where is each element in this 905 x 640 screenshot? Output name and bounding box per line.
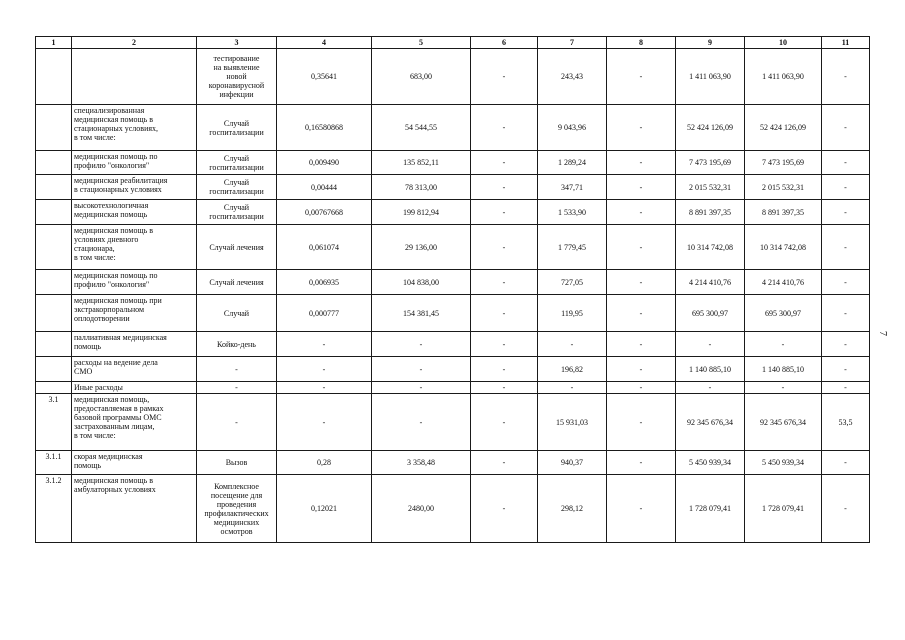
unit-cell: Случай лечения: [197, 270, 277, 295]
value-cell: 0,006935: [277, 270, 372, 295]
value-cell: 154 381,45: [372, 295, 471, 332]
indicator-name-cell: медицинская помощь по профилю "онкология": [72, 151, 197, 175]
indicator-name-cell: Иные расходы: [72, 382, 197, 394]
table-row: [36, 394, 870, 451]
column-header: 4: [277, 37, 372, 49]
row-number-cell: [36, 357, 72, 382]
value-cell: -: [471, 382, 538, 394]
value-cell: 1 411 063,90: [676, 49, 745, 105]
value-cell: -: [607, 175, 676, 200]
value-cell: 196,82: [538, 357, 607, 382]
value-cell: 1 533,90: [538, 200, 607, 225]
table-row: [36, 357, 870, 382]
table-row: [36, 105, 870, 151]
value-cell: -: [471, 49, 538, 105]
value-cell: -: [471, 105, 538, 151]
unit-cell: Случай госпитализации: [197, 151, 277, 175]
row-number-cell: [36, 200, 72, 225]
value-cell: -: [822, 225, 870, 270]
indicator-name-cell: высокотехнологичная медицинская помощь: [72, 200, 197, 225]
value-cell: -: [822, 105, 870, 151]
unit-cell: -: [197, 357, 277, 382]
value-cell: -: [277, 357, 372, 382]
table-row: [36, 175, 870, 200]
value-cell: -: [822, 295, 870, 332]
value-cell: -: [471, 332, 538, 357]
value-cell: 8 891 397,35: [676, 200, 745, 225]
value-cell: -: [822, 357, 870, 382]
indicator-name-cell: скорая медицинская помощь: [72, 451, 197, 475]
value-cell: 695 300,97: [745, 295, 822, 332]
unit-cell: Случай: [197, 295, 277, 332]
unit-cell: -: [197, 382, 277, 394]
value-cell: -: [676, 382, 745, 394]
table-row: [36, 382, 870, 394]
value-cell: 53,5: [822, 394, 870, 451]
value-cell: 54 544,55: [372, 105, 471, 151]
unit-cell: Комплексное посещение для проведения профилактических медицинских осмотров: [197, 475, 277, 543]
indicator-name-cell: медицинская помощь при экстракорпоральном оплодотворении: [72, 295, 197, 332]
value-cell: -: [607, 225, 676, 270]
value-cell: -: [372, 394, 471, 451]
value-cell: -: [607, 332, 676, 357]
value-cell: -: [607, 105, 676, 151]
row-number-cell: [36, 332, 72, 357]
value-cell: -: [822, 475, 870, 543]
table-row: [36, 295, 870, 332]
value-cell: -: [676, 332, 745, 357]
indicator-name-cell: паллиативная медицинская помощь: [72, 332, 197, 357]
value-cell: -: [822, 451, 870, 475]
row-number-cell: [36, 295, 72, 332]
indicator-name-cell: расходы на ведение дела СМО: [72, 357, 197, 382]
indicator-name-cell: медицинская помощь по профилю "онкология": [72, 270, 197, 295]
value-cell: -: [372, 332, 471, 357]
row-number-cell: 3.1: [36, 394, 72, 451]
value-cell: -: [607, 394, 676, 451]
value-cell: 940,37: [538, 451, 607, 475]
value-cell: 0,28: [277, 451, 372, 475]
value-cell: 78 313,00: [372, 175, 471, 200]
value-cell: 0,009490: [277, 151, 372, 175]
column-header: 9: [676, 37, 745, 49]
column-header: 5: [372, 37, 471, 49]
row-number-cell: 3.1.2: [36, 475, 72, 543]
value-cell: -: [822, 332, 870, 357]
value-cell: -: [471, 151, 538, 175]
table-header: [36, 37, 870, 49]
unit-cell: Случай госпитализации: [197, 175, 277, 200]
value-cell: 199 812,94: [372, 200, 471, 225]
value-cell: 243,43: [538, 49, 607, 105]
value-cell: -: [372, 357, 471, 382]
column-header: 8: [607, 37, 676, 49]
value-cell: 3 358,48: [372, 451, 471, 475]
value-cell: 135 852,11: [372, 151, 471, 175]
column-header: 10: [745, 37, 822, 49]
column-header: 3: [197, 37, 277, 49]
table-row: [36, 225, 870, 270]
value-cell: -: [745, 332, 822, 357]
data-table: [35, 36, 870, 543]
table-row: [36, 451, 870, 475]
table-row: [36, 270, 870, 295]
table-row: [36, 332, 870, 357]
row-number-cell: 3.1.1: [36, 451, 72, 475]
value-cell: 2480,00: [372, 475, 471, 543]
value-cell: 92 345 676,34: [676, 394, 745, 451]
value-cell: 1 140 885,10: [745, 357, 822, 382]
value-cell: 695 300,97: [676, 295, 745, 332]
column-header: 1: [36, 37, 72, 49]
row-number-cell: [36, 105, 72, 151]
value-cell: 727,05: [538, 270, 607, 295]
table-row: [36, 49, 870, 105]
unit-cell: Вызов: [197, 451, 277, 475]
value-cell: 0,00767668: [277, 200, 372, 225]
unit-cell: -: [197, 394, 277, 451]
value-cell: 1 779,45: [538, 225, 607, 270]
value-cell: 52 424 126,09: [676, 105, 745, 151]
column-header: 7: [538, 37, 607, 49]
value-cell: 0,12021: [277, 475, 372, 543]
value-cell: -: [538, 382, 607, 394]
value-cell: -: [822, 175, 870, 200]
value-cell: -: [471, 175, 538, 200]
value-cell: -: [607, 357, 676, 382]
value-cell: 347,71: [538, 175, 607, 200]
value-cell: -: [372, 382, 471, 394]
value-cell: 2 015 532,31: [676, 175, 745, 200]
value-cell: -: [471, 451, 538, 475]
value-cell: 8 891 397,35: [745, 200, 822, 225]
header-row: [36, 37, 870, 49]
indicator-name-cell: медицинская реабилитация в стационарных условиях: [72, 175, 197, 200]
row-number-cell: [36, 49, 72, 105]
value-cell: -: [607, 270, 676, 295]
value-cell: -: [471, 475, 538, 543]
value-cell: -: [607, 475, 676, 543]
value-cell: -: [607, 382, 676, 394]
value-cell: -: [471, 200, 538, 225]
value-cell: 2 015 532,31: [745, 175, 822, 200]
value-cell: 52 424 126,09: [745, 105, 822, 151]
value-cell: 1 140 885,10: [676, 357, 745, 382]
value-cell: 0,061074: [277, 225, 372, 270]
indicator-name-cell: [72, 49, 197, 105]
unit-cell: Случай госпитализации: [197, 200, 277, 225]
value-cell: -: [607, 295, 676, 332]
value-cell: 104 838,00: [372, 270, 471, 295]
value-cell: -: [822, 200, 870, 225]
value-cell: 10 314 742,08: [676, 225, 745, 270]
value-cell: 5 450 939,34: [676, 451, 745, 475]
value-cell: 5 450 939,34: [745, 451, 822, 475]
row-number-cell: [36, 151, 72, 175]
value-cell: -: [822, 382, 870, 394]
value-cell: 4 214 410,76: [676, 270, 745, 295]
value-cell: 4 214 410,76: [745, 270, 822, 295]
value-cell: 0,16580868: [277, 105, 372, 151]
value-cell: 7 473 195,69: [676, 151, 745, 175]
unit-cell: Случай госпитализации: [197, 105, 277, 151]
indicator-name-cell: специализированная медицинская помощь в стационарных условиях, в том числе:: [72, 105, 197, 151]
value-cell: 119,95: [538, 295, 607, 332]
value-cell: 0,000777: [277, 295, 372, 332]
value-cell: 0,00444: [277, 175, 372, 200]
value-cell: 683,00: [372, 49, 471, 105]
value-cell: 1 728 079,41: [745, 475, 822, 543]
value-cell: -: [471, 394, 538, 451]
value-cell: 1 289,24: [538, 151, 607, 175]
value-cell: -: [471, 295, 538, 332]
row-number-cell: [36, 270, 72, 295]
column-header: 6: [471, 37, 538, 49]
value-cell: -: [471, 357, 538, 382]
value-cell: 298,12: [538, 475, 607, 543]
value-cell: -: [745, 382, 822, 394]
value-cell: -: [277, 394, 372, 451]
value-cell: 7 473 195,69: [745, 151, 822, 175]
row-number-cell: [36, 225, 72, 270]
column-header: 11: [822, 37, 870, 49]
row-number-cell: [36, 382, 72, 394]
value-cell: 1 728 079,41: [676, 475, 745, 543]
value-cell: 0,35641: [277, 49, 372, 105]
value-cell: 29 136,00: [372, 225, 471, 270]
table-row: [36, 151, 870, 175]
table-body: [36, 49, 870, 543]
table-row: [36, 475, 870, 543]
value-cell: 1 411 063,90: [745, 49, 822, 105]
indicator-name-cell: медицинская помощь в условиях дневного стационара, в том числе:: [72, 225, 197, 270]
value-cell: -: [277, 382, 372, 394]
table-row: [36, 200, 870, 225]
value-cell: 15 931,03: [538, 394, 607, 451]
value-cell: 92 345 676,34: [745, 394, 822, 451]
column-header: 2: [72, 37, 197, 49]
indicator-name-cell: медицинская помощь, предоставляемая в рамках базовой программы ОМС застрахованным лицам, в том числе:: [72, 394, 197, 451]
value-cell: -: [607, 451, 676, 475]
value-cell: -: [471, 225, 538, 270]
value-cell: -: [471, 270, 538, 295]
row-number-cell: [36, 175, 72, 200]
indicator-name-cell: медицинская помощь в амбулаторных условиях: [72, 475, 197, 543]
value-cell: -: [277, 332, 372, 357]
value-cell: -: [607, 151, 676, 175]
unit-cell: Случай лечения: [197, 225, 277, 270]
value-cell: 9 043,96: [538, 105, 607, 151]
page-number: 7: [877, 331, 888, 336]
unit-cell: Койко-день: [197, 332, 277, 357]
value-cell: -: [822, 49, 870, 105]
value-cell: 10 314 742,08: [745, 225, 822, 270]
unit-cell: тестирование на выявление новой коронавирусной инфекции: [197, 49, 277, 105]
value-cell: -: [822, 151, 870, 175]
value-cell: -: [607, 49, 676, 105]
value-cell: -: [538, 332, 607, 357]
value-cell: -: [822, 270, 870, 295]
value-cell: -: [607, 200, 676, 225]
